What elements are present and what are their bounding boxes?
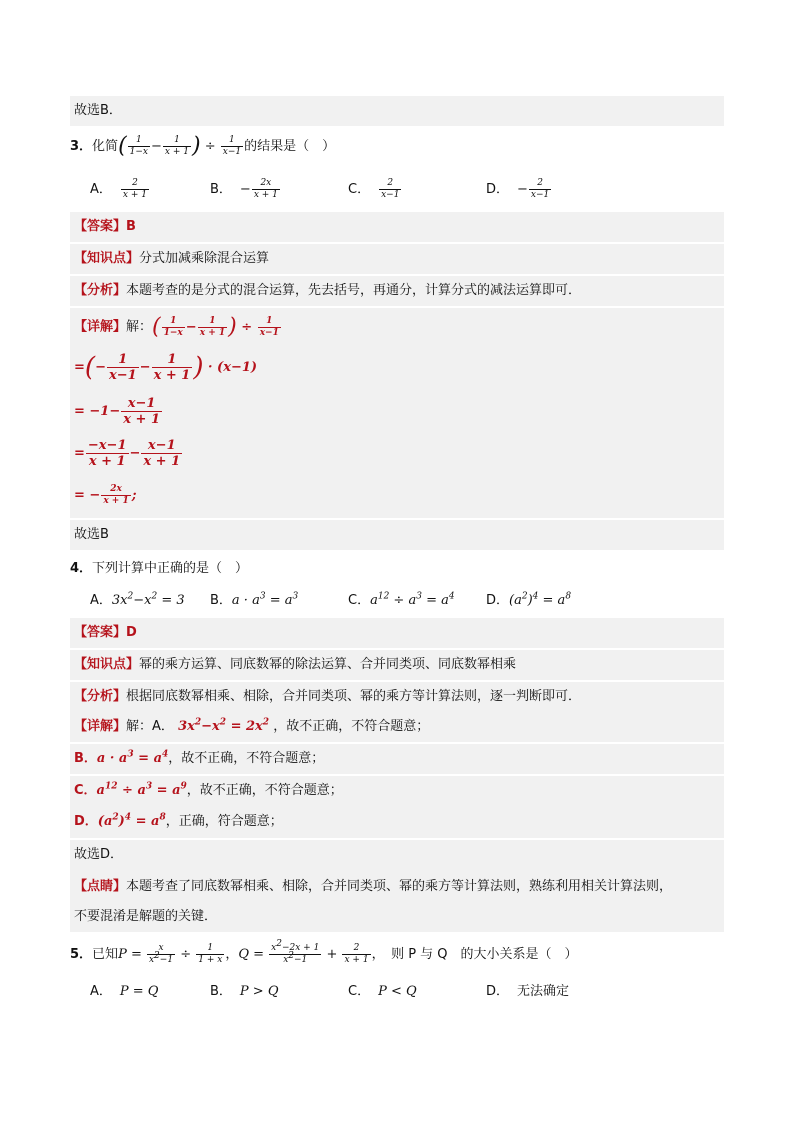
q4-line-c: C．$a^{12} \div a^3 = a^9$，故不正确，不符合题意； (70, 776, 724, 806)
q4-answer-row (70, 618, 724, 648)
q4-line-b-text: ，故不正确，不符合题意； (168, 751, 325, 766)
q4-detail-row: 【详解】解：A． $3x^2-x^2 = 2x^2$ ，故不正确，不符合题意； (70, 712, 724, 742)
q3-expression: ( $\frac{1}{1-x}$ − $\frac{1}{x + 1}$ ) ÷ $\frac{1}{x-1}$ (118, 133, 242, 159)
q5-option-b: B． P > Q (210, 984, 279, 999)
q5-stem-suffix: ， 则 P 与 Q 的大小关系是（ ） (371, 947, 578, 962)
q5-q-expression: Q = $\frac{x^2-2x + 1}{x^2-1}$ + $\frac{2}{x + 1}$ (238, 939, 369, 965)
q4-analysis-tag: 【分析】 (74, 689, 127, 704)
q4-comment-1: 本题考查了同底数幂相乘、相除，合并同类项、幂的乘方等计算法则，熟练利用相关计算法则， (126, 879, 673, 894)
q4-answer: D (126, 625, 137, 640)
q3-detail-block (70, 308, 724, 518)
q4-knowledge-row (70, 650, 724, 680)
q4-analysis: 根据同底数幂相乘、相除，合并同类项、幂的乘方等计算法则，逐一判断即可． (126, 689, 582, 704)
q3-knowledge-row (70, 244, 724, 274)
q3-analysis-tag: 【分析】 (74, 283, 127, 298)
q4-option-a: A．$3x^2-x^2 = 3$ (90, 591, 185, 608)
q3-detail-lead: 解： (126, 319, 153, 335)
q4-line-d: D．$(a^2)^4 = a^8$，正确，符合题意； (70, 806, 724, 838)
q4-conclusion-row (70, 840, 724, 870)
q3-analysis: 本题考查的是分式的混合运算，先去括号，再通分，计算分式的减法运算即可． (126, 283, 582, 298)
q3-option-c: C． $\frac{2}{x-1}$ (348, 178, 400, 200)
q3-conclusion: 故选B (74, 527, 109, 542)
q4-comment-2: 不要混淆是解题的关键． (74, 909, 218, 924)
q4-comment-line-2 (74, 902, 217, 932)
q3-option-d: D． − $\frac{2}{x-1}$ (486, 178, 550, 200)
q3-detail-step-4: = $\frac{-x-1}{x + 1}$ − $\frac{x-1}{x + 1}$ (74, 438, 181, 469)
q3-knowledge-tag: 【知识点】 (74, 251, 140, 266)
q3-stem-prefix: 化简 (92, 139, 119, 154)
q3-answer-tag: 【答案】 (74, 219, 127, 234)
q5-stem-prefix: 已知 (92, 947, 119, 962)
prev-conclusion: 故选B． (74, 103, 122, 118)
q3-detail-step-3: = −1− $\frac{x-1}{x + 1}$ (74, 396, 160, 427)
q4-line-c-text: ，故不正确，不符合题意； (186, 783, 343, 798)
q4-line-d-text: ，正确，符合题意； (165, 814, 283, 829)
q5-number: 5． (70, 947, 93, 962)
q4-options (70, 588, 724, 614)
prev-conclusion-row (70, 96, 724, 126)
q3-number: 3． (70, 139, 93, 154)
q4-detail-lead: 解：A． (126, 719, 174, 734)
q3-knowledge: 分式加减乘除混合运算 (139, 251, 270, 266)
q3-stem-suffix: 的结果是（ ） (244, 139, 336, 154)
q4-line-b: B．$a \cdot a^3 = a^4$，故不正确，不符合题意； (70, 744, 724, 774)
q4-stem-text: 下列计算中正确的是（ ） (92, 561, 249, 576)
q5-option-c: C． P < Q (348, 984, 417, 999)
q3-detail-step-2: =(− $\frac{1}{x-1}$ − $\frac{1}{x + 1}$ ) · (x−1) (74, 352, 258, 383)
q3-answer-row (70, 212, 724, 242)
q4-option-b: B．$a \cdot a^3 = a^3$ (210, 591, 299, 608)
q4-comment-block (70, 870, 724, 932)
q3-detail-tag: 【详解】 (74, 319, 127, 335)
q5-option-a: A． P = Q (90, 984, 159, 999)
q3-answer: B (126, 219, 136, 234)
q5-p-expression: P = $\frac{x}{x^2-1}$ ÷ $\frac{1}{1 + x}$ (118, 943, 223, 965)
q3-option-a: A． $\frac{2}{x + 1}$ (90, 178, 147, 200)
q5-options (70, 980, 724, 1004)
q4-option-d: D．$(a^2)^4 = a^8$ (486, 591, 572, 608)
q4-option-c: C．$a^{12} \div a^3 = a^4$ (348, 591, 455, 608)
q3-analysis-row (70, 276, 724, 306)
q4-knowledge-tag: 【知识点】 (74, 657, 140, 672)
q5-option-d: D． 无法确定 (486, 984, 570, 999)
q3-option-b: B． − $\frac{2x}{x + 1}$ (210, 178, 278, 200)
q4-line-a-text: ，故不正确，不符合题意； (273, 719, 430, 734)
q5-stem-mid: ， (225, 947, 239, 962)
q5-stem (70, 940, 724, 970)
q4-analysis-row (70, 682, 724, 712)
q4-comment-line-1 (74, 872, 672, 902)
q4-conclusion: 故选D． (74, 847, 124, 862)
q4-detail-tag: 【详解】 (74, 719, 127, 734)
q4-number: 4． (70, 561, 93, 576)
q4-stem (70, 556, 724, 582)
q4-answer-tag: 【答案】 (74, 625, 127, 640)
q3-options (70, 176, 724, 204)
q4-knowledge: 幂的乘方运算、同底数幂的除法运算、合并同类项、同底数幂相乘 (139, 657, 517, 672)
q4-comment-tag: 【点睛】 (74, 879, 127, 894)
q3-stem (70, 132, 724, 162)
q3-detail-step-5: = − $\frac{2x}{x + 1}$ ; (74, 484, 137, 506)
q3-conclusion-row (70, 520, 724, 550)
q3-detail-line-1: 【详解】解：( $\frac{1}{1-x}$ − $\frac{1}{x + 1}$ ) ÷ $\frac{1}{x-1}$ (74, 314, 279, 339)
